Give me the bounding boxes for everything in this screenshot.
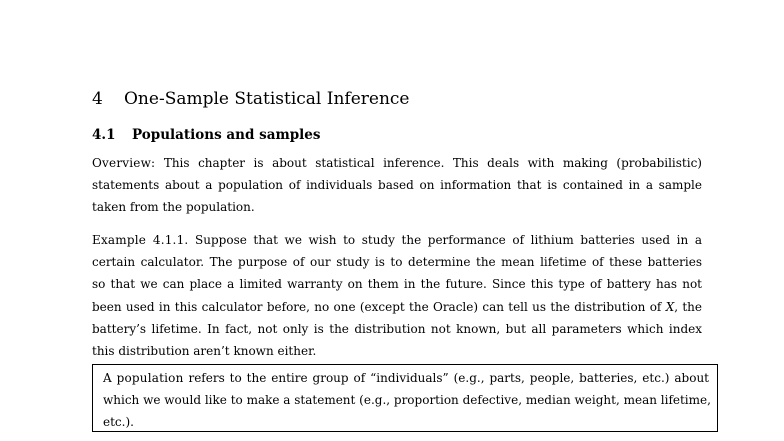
- section-number: 4.1: [92, 127, 116, 143]
- example-variable: X: [665, 299, 675, 314]
- definition-box: [92, 364, 718, 432]
- example-line-1: [92, 229, 702, 251]
- example-text-4b: , the: [674, 299, 703, 314]
- example-text-1: Suppose that we wish to study the performance of lithium batteries used in a: [188, 233, 702, 247]
- chapter-title: One-Sample Statistical Inference: [124, 89, 410, 109]
- overview-paragraph: [92, 152, 702, 219]
- chapter-number: 4: [92, 89, 103, 109]
- overview-text-1: This chapter is about statistical inference. This deals with making (probabilistic): [155, 156, 702, 170]
- chapter-heading: [92, 88, 409, 110]
- example-line-3: so that we can place a limited warranty on them in the future. Since this type of battery has not: [92, 277, 702, 292]
- example-line-2: certain calculator. The purpose of our study is to determine the mean lifetime of these batteries: [92, 255, 702, 270]
- overview-line-1: [92, 152, 702, 174]
- section-title: Populations and samples: [132, 127, 321, 143]
- example-paragraph: [92, 229, 702, 362]
- definition-line-2: which we would like to make a statement (e.g., proportion defective, median weight, mean lifetime,: [103, 393, 711, 408]
- section-heading: [92, 126, 321, 144]
- definition-line-3: etc.).: [103, 415, 134, 430]
- overview-line-3: taken from the population.: [92, 200, 255, 215]
- example-lead: Example 4.1.1.: [92, 233, 189, 247]
- definition-term: population: [116, 371, 184, 385]
- definition-line-1: [103, 367, 709, 389]
- overview-line-2: statements about a population of individuals based on information that is contained in a sample: [92, 178, 702, 193]
- example-line-5: battery’s lifetime. In fact, not only is the distribution not known, but all parameters which index: [92, 321, 702, 336]
- example-text-4a: been used in this calculator before, no one (except the Oracle) can tell us the distribution of: [92, 299, 666, 314]
- definition-text-1: refers to the entire group of “individuals” (e.g., parts, people, batteries, etc.) about: [183, 371, 709, 385]
- example-line-6: this distribution aren’t known either.: [92, 344, 317, 359]
- definition-pre: A: [103, 371, 117, 385]
- overview-lead: Overview:: [92, 156, 156, 170]
- example-line-4: [92, 296, 702, 318]
- definition-paragraph: [103, 367, 709, 434]
